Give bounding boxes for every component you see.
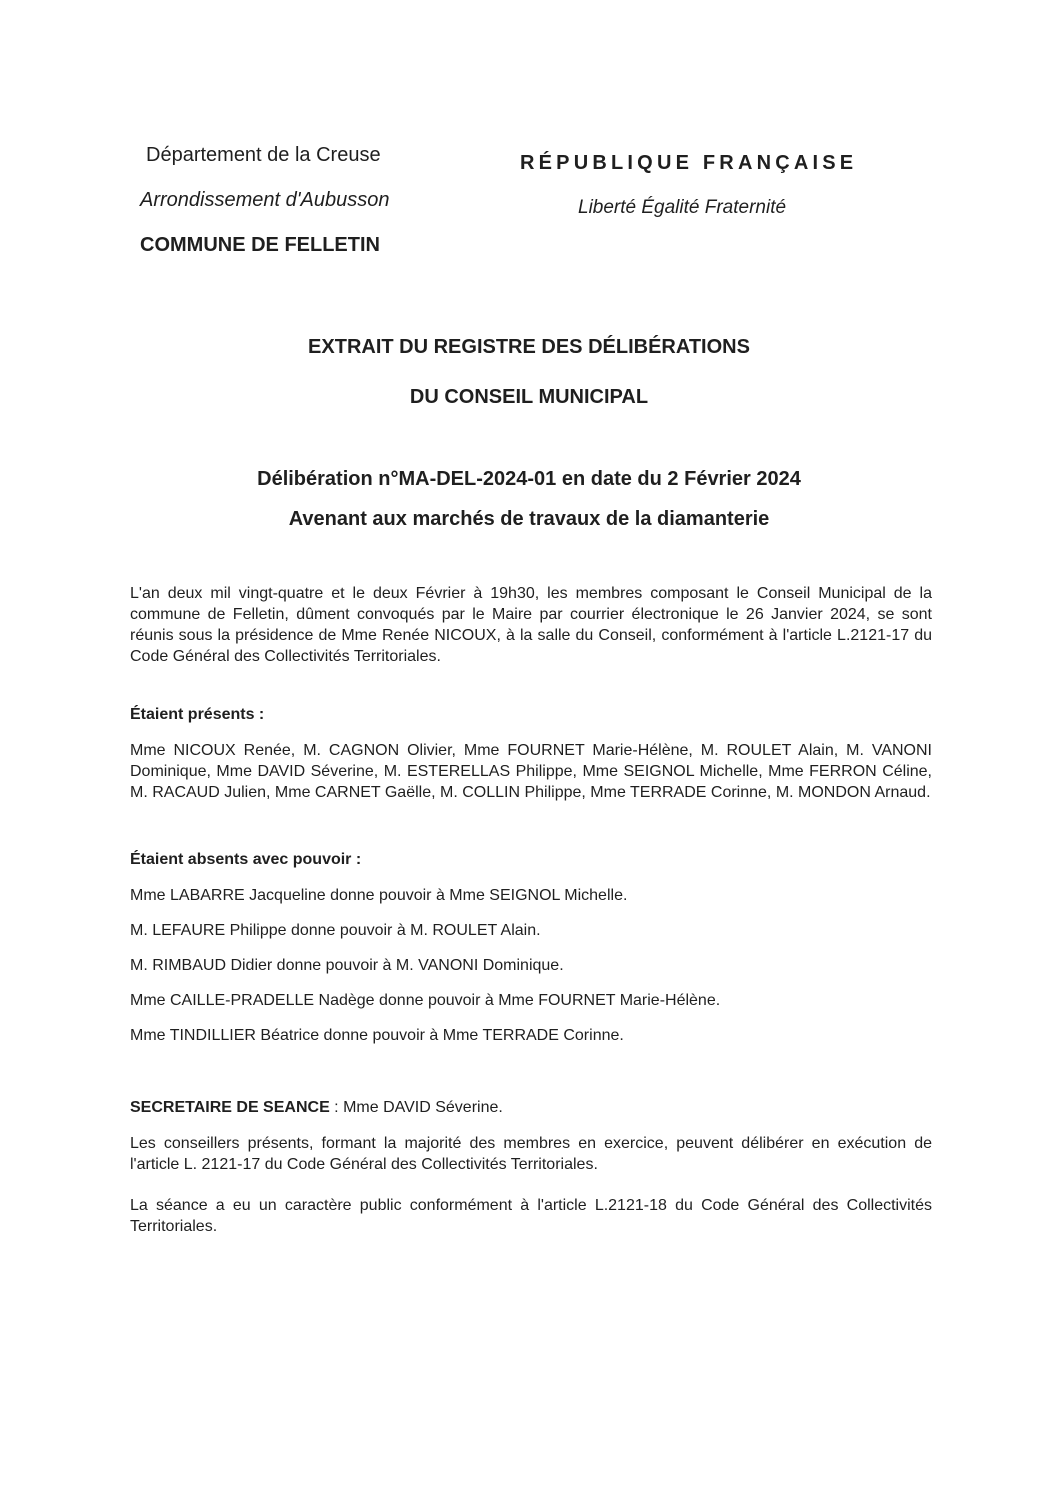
absent-proxy-line: Mme TINDILLIER Béatrice donne pouvoir à Mme TERRADE Corinne. [130,1027,624,1044]
title-conseil-text: DU CONSEIL MUNICIPAL [409,386,649,408]
presents-heading: Étaient présents : [130,706,265,723]
title-extrait-text: EXTRAIT DU REGISTRE DES DÉLIBÉRATIONS [308,336,750,358]
absent-proxy-line: M. LEFAURE Philippe donne pouvoir à M. ROULET Alain. [130,922,541,939]
absent-proxy-line: Mme CAILLE-PRADELLE Nadège donne pouvoir à Mme FOURNET Marie-Hélène. [130,992,721,1009]
presents-list: Mme NICOUX Renée, M. CAGNON Olivier, Mme FOURNET Marie-Hélène, M. ROULET Alain, M. VANONI Dominique, Mme DAVID Séverine, M. ESTERELLAS Philippe, Mme SEIGNOL Michelle, Mme FERRON Céline, M. RACAUD Julien, Mme CARNET Gaëlle, M. COLLIN Philippe, Mme TERRADE Corinne, M. MONDON Arnaud. [130,742,932,801]
absents-list [130,885,932,1060]
republique: RÉPUBLIQUE FRANÇAISE [520,152,858,174]
intro-paragraph: L'an deux mil vingt-quatre et le deux Février à 19h30, les membres composant le Conseil Municipal de la commune de Felletin, dûment convoqués par le Maire par courrier électronique le 26 Janvier 2024, se sont réunis sous la présidence de Mme Renée NICOUX, à la salle du Conseil, conformément à l'article L.2121-17 du Code Général des Collectivités Territoriales. [130,585,932,665]
deliberation-number-text: Délibération n°MA-DEL-2024-01 en date du 2 Février 2024 [257,468,801,490]
deliberation-subject [0,508,1058,531]
title-extrait [0,336,1058,359]
absents-heading: Étaient absents avec pouvoir : [130,851,362,868]
arrondissement: Arrondissement d'Aubusson [140,189,390,211]
commune: COMMUNE DE FELLETIN [140,234,380,256]
republic-block [520,148,920,223]
secretaire-label: SECRETAIRE DE SEANCE [130,1099,330,1116]
absent-proxy-line: M. RIMBAUD Didier donne pouvoir à M. VANONI Dominique. [130,957,564,974]
majorite-paragraph: Les conseillers présents, formant la majorité des membres en exercice, peuvent délibérer en exécution de l'article L. 2121-17 du Code Général des Collectivités Territoriales. [130,1135,932,1173]
title-conseil [0,386,1058,409]
departement: Département de la Creuse [146,144,381,166]
devise: Liberté Égalité Fraternité [578,197,787,218]
secretaire-value: : Mme DAVID Séverine. [329,1099,503,1116]
secretaire-line [130,1097,932,1118]
seance-paragraph: La séance a eu un caractère public conformément à l'article L.2121-18 du Code Général des Collectivités Territoriales. [130,1197,932,1235]
issuer-block [140,140,430,260]
deliberation-subject-text: Avenant aux marchés de travaux de la diamanterie [288,508,770,530]
deliberation-number [0,468,1058,491]
absent-proxy-line: Mme LABARRE Jacqueline donne pouvoir à Mme SEIGNOL Michelle. [130,887,628,904]
